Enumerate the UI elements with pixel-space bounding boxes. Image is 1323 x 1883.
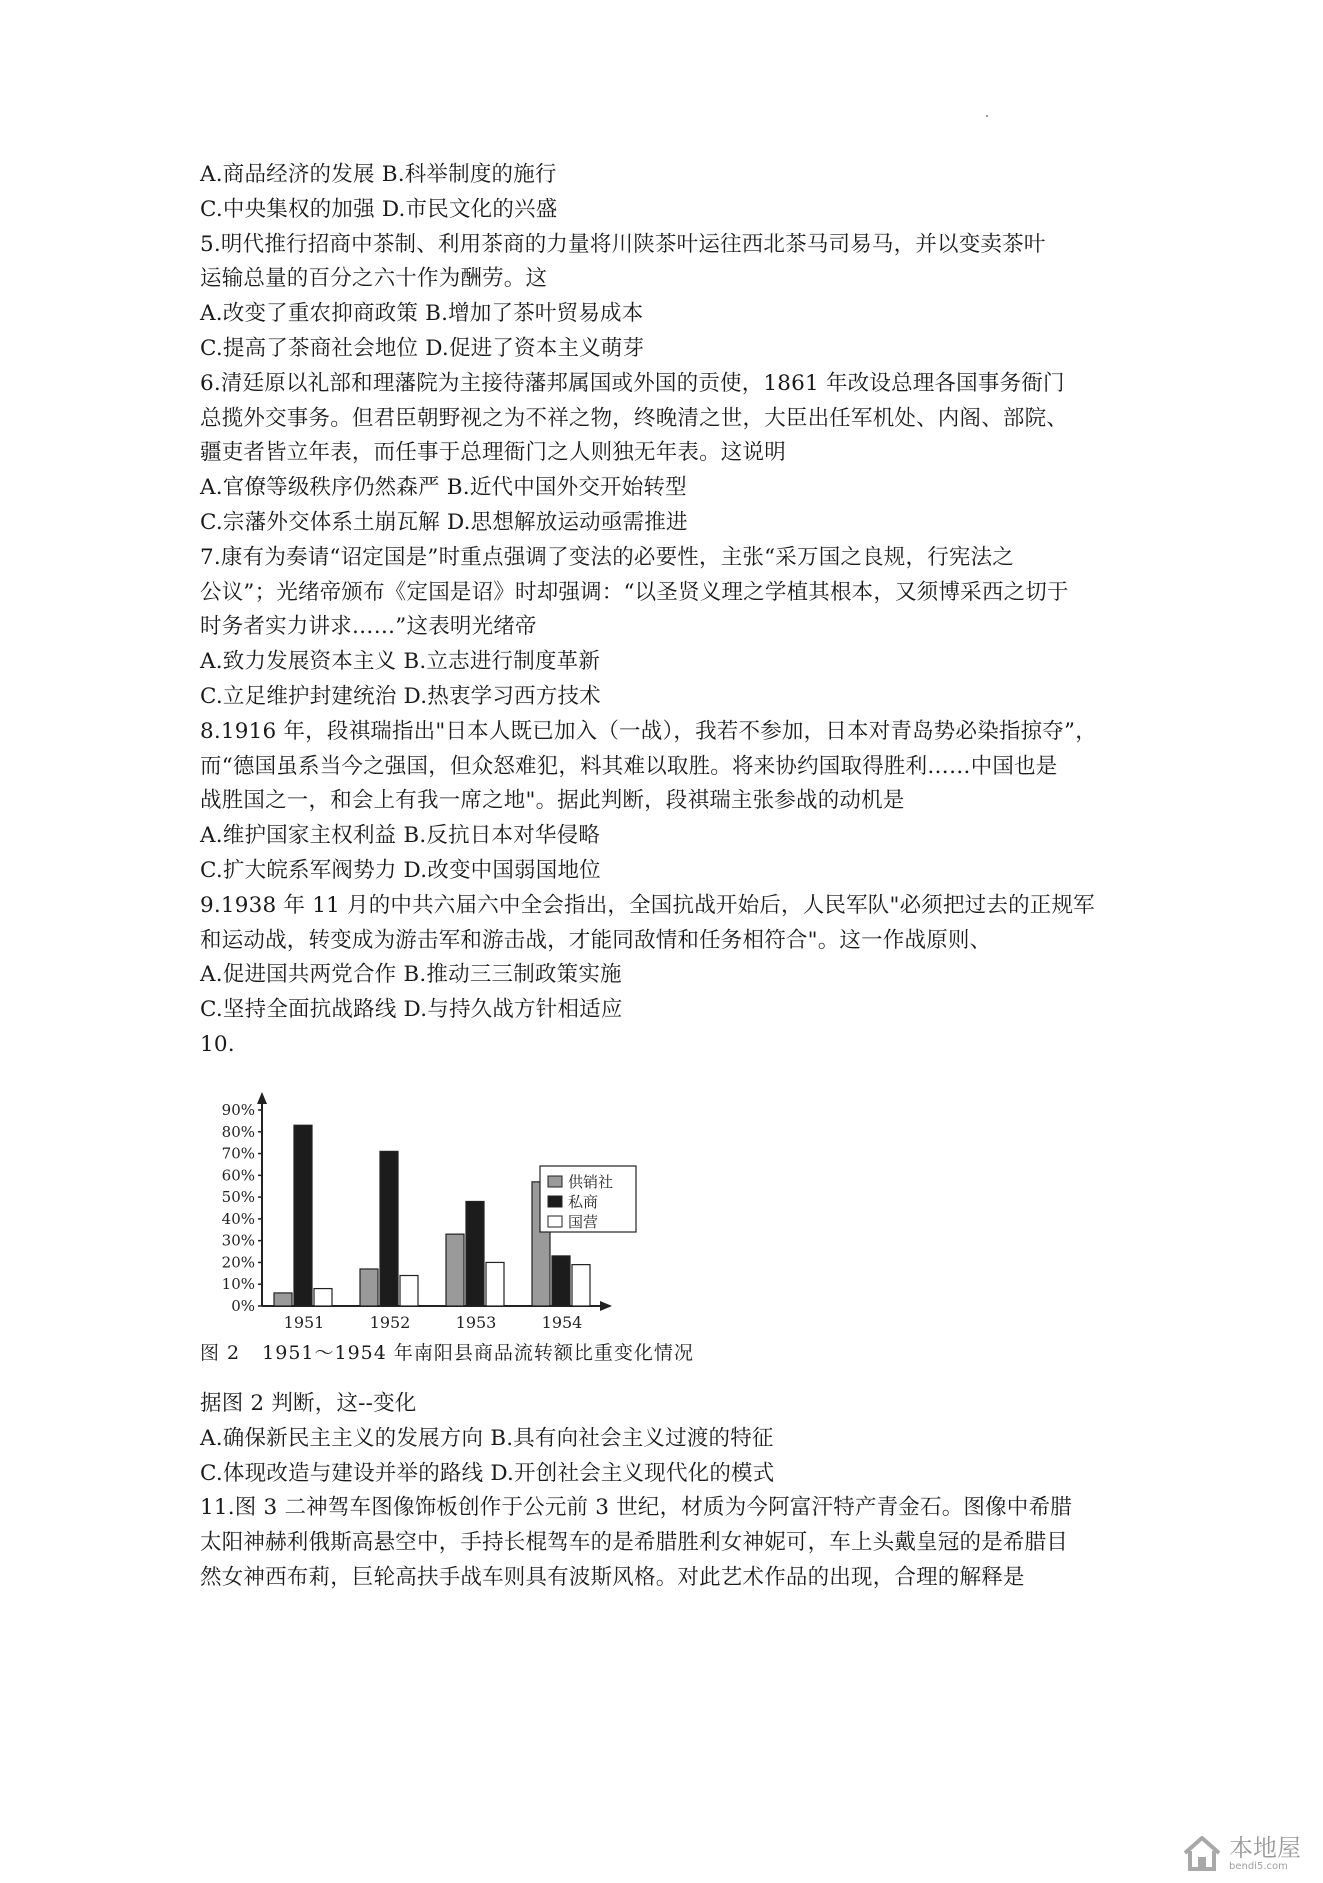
text-line: C.扩大皖系军阀势力 D.改变中国弱国地位 bbox=[200, 857, 601, 883]
text-line: A.改变了重农抑商政策 B.增加了茶叶贸易成本 bbox=[200, 301, 644, 327]
bar-私商-1951 bbox=[294, 1125, 312, 1306]
text-line: 战胜国之一，和会上有我一席之地"。据此判断，段祺瑞主张参战的动机是 bbox=[200, 788, 905, 814]
figure-caption bbox=[200, 1338, 694, 1365]
scan-speck bbox=[986, 115, 988, 117]
y-tick-label: 60% bbox=[221, 1166, 255, 1185]
bar-供销社-1952 bbox=[360, 1269, 378, 1306]
y-tick-label: 70% bbox=[221, 1144, 255, 1163]
x-tick-label: 1954 bbox=[541, 1313, 583, 1332]
text-line: 8.1916 年，段祺瑞指出"日本人既已加入（一战），我若不参加，日本对青岛势必染指掠夺”， bbox=[200, 718, 1097, 744]
text-line: A.官僚等级秩序仍然森严 B.近代中国外交开始转型 bbox=[200, 475, 687, 501]
text-line: A.确保新民主主义的发展方向 B.具有向社会主义过渡的特征 bbox=[200, 1425, 774, 1451]
question-text-block-2 bbox=[200, 1387, 1140, 1596]
text-line: 公议”；光绪帝颁布《定国是诏》时却强调：“以圣贤义理之学植其根本，又须博采西之切于 bbox=[200, 579, 1069, 605]
figure-caption-text: 1951～1954 年南阳县商品流转额比重变化情况 bbox=[262, 1342, 694, 1364]
text-line: 5.明代推行招商中茶制、利用茶商的力量将川陕茶叶运往西北茶马司易马，并以变卖茶叶 bbox=[200, 231, 1046, 257]
text-line: 据图 2 判断，这--变化 bbox=[200, 1391, 417, 1416]
text-line: 太阳神赫利俄斯高悬空中，手持长棍驾车的是希腊胜利女神妮可，车上头戴皇冠的是希腊目 bbox=[200, 1530, 1069, 1556]
y-tick-label: 80% bbox=[221, 1122, 255, 1141]
x-tick-label: 1951 bbox=[283, 1313, 325, 1332]
chart-svg bbox=[200, 1090, 720, 1340]
text-line: C.坚持全面抗战路线 D.与持久战方针相适应 bbox=[200, 997, 623, 1023]
text-line: A.促进国共两党合作 B.推动三三制政策实施 bbox=[200, 962, 622, 988]
bar-供销社-1951 bbox=[274, 1293, 292, 1306]
x-axis-arrow bbox=[600, 1301, 612, 1311]
text-line: 总揽外交事务。但君臣朝野视之为不祥之物，终晚清之世，大臣出任军机处、内阁、部院、 bbox=[200, 405, 1069, 431]
bar-私商-1953 bbox=[466, 1201, 484, 1306]
text-line: A.维护国家主权利益 B.反抗日本对华侵略 bbox=[200, 823, 601, 849]
text-line: 而“德国虽系当今之强国，但众怒难犯，料其难以取胜。将来协约国取得胜利……中国也是 bbox=[200, 753, 1058, 779]
y-tick-label: 40% bbox=[221, 1209, 255, 1228]
text-line: 10. bbox=[200, 1031, 235, 1057]
bar-供销社-1953 bbox=[446, 1234, 464, 1306]
text-line: 6.清廷原以礼部和理藩院为主接待藩邦属国或外国的贡使，1861 年改设总理各国事务衙门 bbox=[200, 370, 1065, 396]
text-line: 和运动战，转变成为游击军和游击战，才能同敌情和任务相符合"。这一作战原则、 bbox=[200, 927, 992, 953]
bar-国营-1952 bbox=[400, 1276, 418, 1306]
site-watermark bbox=[1181, 1833, 1301, 1875]
legend-label: 国营 bbox=[568, 1213, 599, 1231]
text-line: 疆吏者皆立年表，而任事于总理衙门之人则独无年表。这说明 bbox=[200, 440, 786, 466]
text-line: C.立足维护封建统治 D.热衷学习西方技术 bbox=[200, 683, 601, 709]
bar-国营-1953 bbox=[486, 1262, 504, 1306]
text-line: C.体现改造与建设并举的路线 D.开创社会主义现代化的模式 bbox=[200, 1460, 775, 1486]
y-axis-arrow bbox=[257, 1092, 267, 1104]
text-line: 然女神西布莉，巨轮高扶手战车则具有波斯风格。对此艺术作品的出现，合理的解释是 bbox=[200, 1564, 1025, 1590]
y-tick-label: 20% bbox=[221, 1253, 255, 1272]
figure-2-bar-chart bbox=[200, 1090, 720, 1340]
bar-国营-1951 bbox=[314, 1289, 332, 1306]
y-tick-label: 90% bbox=[221, 1101, 255, 1119]
bar-国营-1954 bbox=[572, 1265, 590, 1306]
legend-label: 供销社 bbox=[568, 1173, 614, 1191]
text-line: C.提高了茶商社会地位 D.促进了资本主义萌芽 bbox=[200, 335, 645, 361]
watermark-name: 本地屋 bbox=[1229, 1834, 1301, 1862]
bar-私商-1954 bbox=[552, 1256, 570, 1306]
bar-私商-1952 bbox=[380, 1151, 398, 1306]
figure-number: 图 2 bbox=[200, 1342, 241, 1364]
text-line: 7.康有为奏请“诏定国是”时重点强调了变法的必要性，主张“采万国之良规，行宪法之 bbox=[200, 544, 1014, 570]
text-line: 11.图 3 二神驾车图像饰板创作于公元前 3 世纪，材质为今阿富汗特产青金石。图像中希腊 bbox=[200, 1495, 1072, 1521]
y-tick-label: 0% bbox=[231, 1297, 255, 1315]
y-tick-label: 50% bbox=[221, 1188, 255, 1207]
legend-swatch bbox=[548, 1196, 562, 1207]
y-tick-label: 10% bbox=[221, 1275, 255, 1294]
legend-swatch bbox=[548, 1216, 562, 1227]
text-line: 运输总量的百分之六十作为酬劳。这 bbox=[200, 266, 548, 292]
x-tick-label: 1952 bbox=[369, 1313, 411, 1332]
text-line: A.商品经济的发展 B.科举制度的施行 bbox=[200, 162, 557, 187]
x-tick-label: 1953 bbox=[455, 1313, 497, 1332]
text-line: A.致力发展资本主义 B.立志进行制度革新 bbox=[200, 649, 601, 675]
house-logo-icon bbox=[1181, 1833, 1223, 1875]
y-tick-label: 30% bbox=[221, 1231, 255, 1250]
text-line: 9.1938 年 11 月的中共六届六中全会指出，全国抗战开始后，人民军队"必须把过去的正规军 bbox=[200, 892, 1095, 918]
text-line: C.宗藩外交体系土崩瓦解 D.思想解放运动亟需推进 bbox=[200, 509, 688, 535]
legend-swatch bbox=[548, 1176, 562, 1187]
watermark-url: bendi5.com bbox=[1229, 1861, 1288, 1872]
text-line: 时务者实力讲求……”这表明光绪帝 bbox=[200, 614, 537, 640]
question-text-block-1 bbox=[200, 158, 1140, 1063]
legend-label: 私商 bbox=[568, 1193, 599, 1211]
text-line: C.中央集权的加强 D.市民文化的兴盛 bbox=[200, 196, 558, 222]
